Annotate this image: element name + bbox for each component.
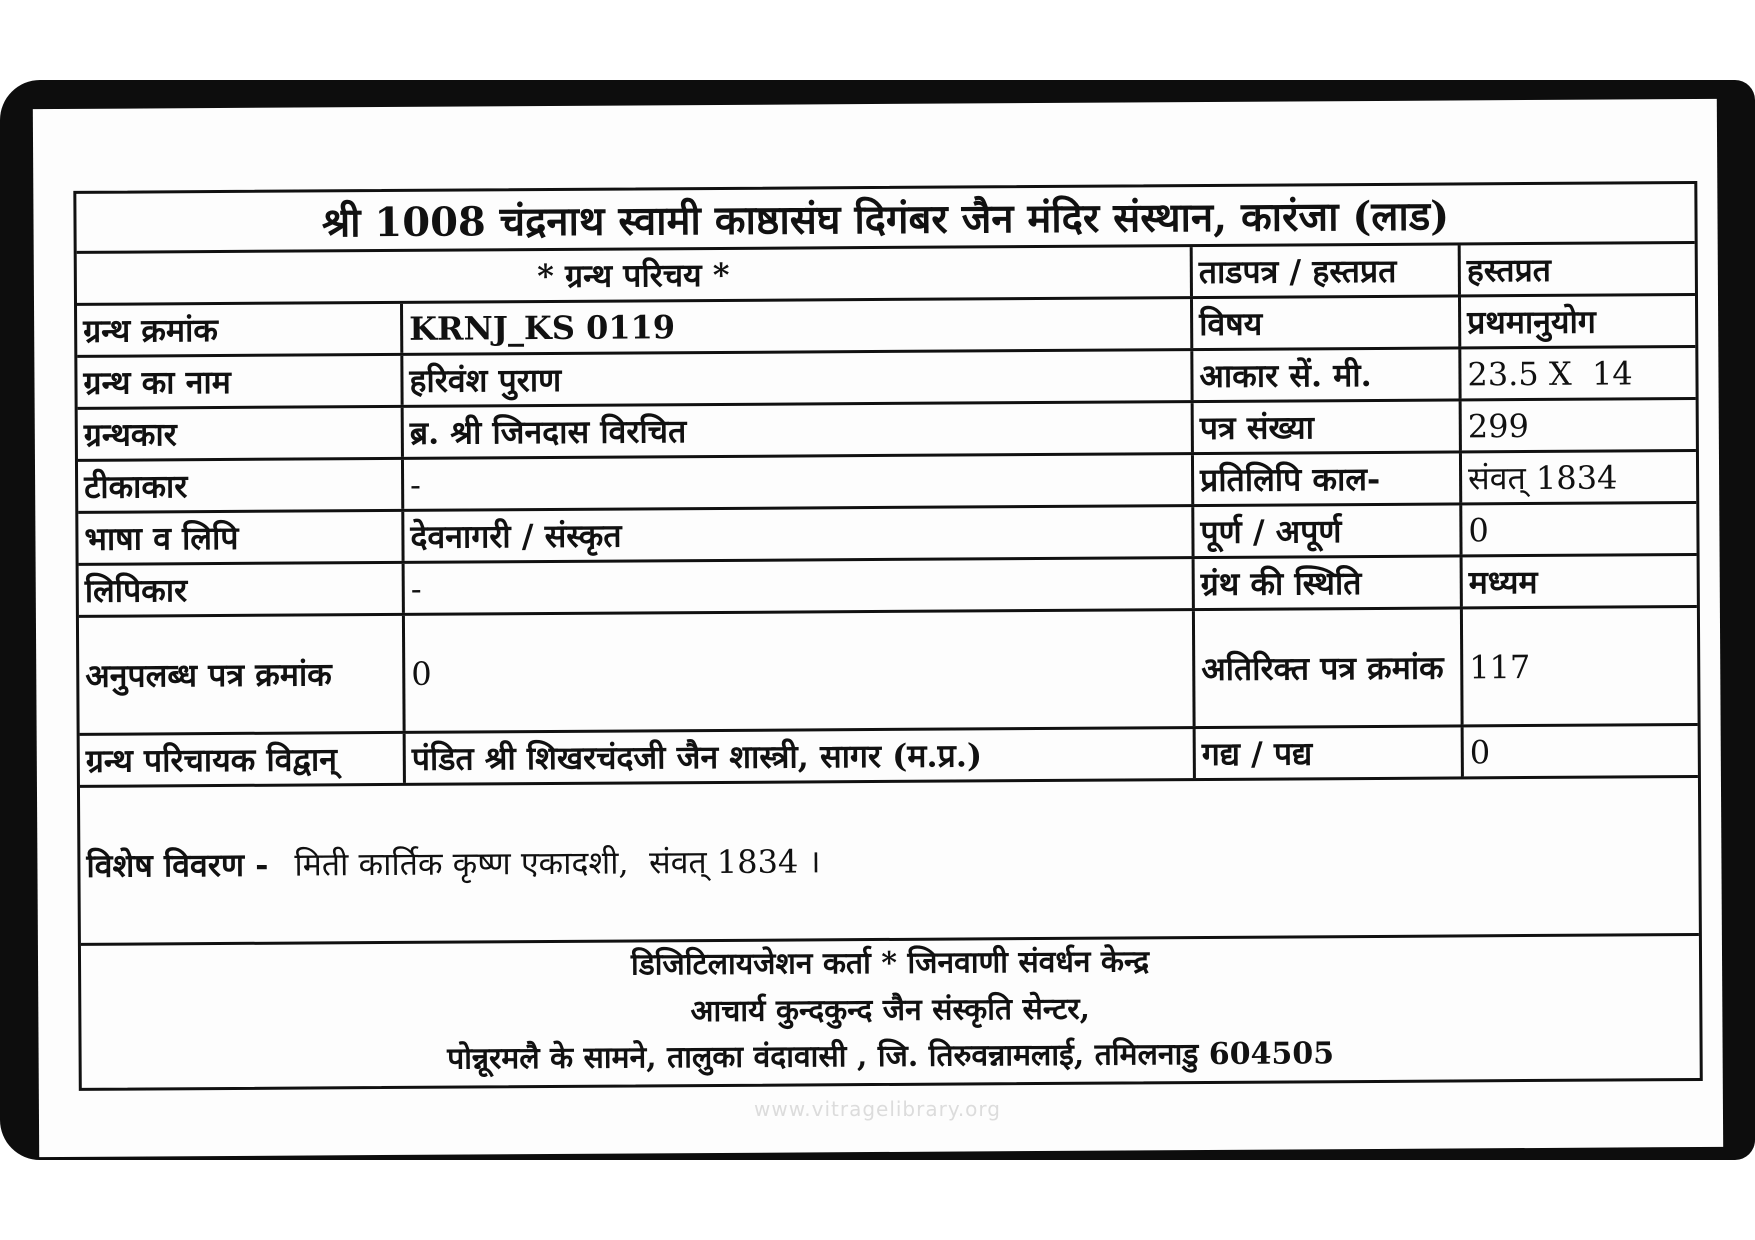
field-value: ब्र. श्री जिनदास विरचित <box>404 403 1194 457</box>
title-row <box>76 184 1694 254</box>
institution-title: श्री 1008 चंद्रनाथ स्वामी काष्ठासंघ दिगंबर जैन मंदिर संस्थान, कारंजा (लाड) <box>321 192 1450 247</box>
field-label: ग्रन्थकार <box>78 408 404 459</box>
manuscript-type-value: हस्तप्रत <box>1466 250 1552 290</box>
field-value: 23.5 X 14 <box>1467 353 1633 393</box>
field-value: पंडित श्री शिखरचंदजी जैन शास्त्री, सागर (म.प्र.) <box>406 729 1196 783</box>
field-label: पत्र संख्या <box>1194 401 1462 452</box>
field-value: संवत् 1834 <box>1467 458 1618 498</box>
field-label: गद्य / पद्य <box>1196 727 1464 778</box>
footer-line-3: पोन्नूरमलै के सामने, तालुका वंदावासी , जि. तिरुवन्नामलाई, तमिलनाडु 604505 <box>447 1036 1335 1077</box>
intro-label: * ग्रन्थ परिचय * <box>77 247 1193 303</box>
field-label: अनुपलब्ध पत्र क्रमांक <box>79 616 406 733</box>
catalog-table <box>73 181 1702 1091</box>
field-value: प्रथमानुयोग <box>1467 302 1596 342</box>
field-value: हरिवंश पुराण <box>403 351 1193 405</box>
field-value: - <box>405 559 1195 613</box>
footer-line-1: डिजिटिलायजेशन कर्ता * जिनवाणी संवर्धन केन्द्र <box>630 944 1150 983</box>
field-label: ग्रन्थ क्रमांक <box>77 304 403 355</box>
catalog-card <box>33 99 1723 1157</box>
footer-cell <box>81 936 1700 1086</box>
field-label: भाषा व लिपि <box>78 512 404 563</box>
field-value: 117 <box>1469 647 1531 686</box>
field-value: 0 <box>1468 510 1489 549</box>
remarks-text: मिती कार्तिक कृष्ण एकादशी, संवत् 1834 । <box>294 842 821 884</box>
field-label: ग्रन्थ परिचायक विद्वान् <box>80 734 406 785</box>
field-value: मध्यम <box>1468 562 1538 602</box>
remarks-label: विशेष विवरण - <box>86 845 269 885</box>
manuscript-type-label: ताडपत्र / हस्तप्रत <box>1193 245 1461 296</box>
field-label: विषय <box>1193 297 1461 348</box>
field-label: पूर्ण / अपूर्ण <box>1194 505 1462 556</box>
field-label: अतिरिक्त पत्र क्रमांक <box>1195 609 1464 726</box>
field-value: 0 <box>1469 732 1491 771</box>
field-value: - <box>404 455 1194 509</box>
field-value: 299 <box>1467 406 1529 445</box>
watermark: www.vitragelibrary.org <box>754 1097 1001 1121</box>
footer-line-2: आचार्य कुन्दकुन्द जैन संस्कृति सेन्टर, <box>690 991 1091 1029</box>
field-label: लिपिकार <box>79 564 405 615</box>
field-label: ग्रंथ की स्थिति <box>1195 557 1463 608</box>
field-label: आकार सें. मी. <box>1193 349 1461 400</box>
table-row <box>79 608 1698 736</box>
footer-row <box>81 936 1700 1086</box>
field-label: ग्रन्थ का नाम <box>77 356 403 407</box>
field-value: देवनागरी / संस्कृत <box>404 507 1194 561</box>
field-label: प्रतिलिपि काल- <box>1194 453 1462 504</box>
remarks-row <box>80 778 1699 946</box>
field-value: 0 <box>405 611 1196 731</box>
field-value: KRNJ_KS 0119 <box>403 299 1193 353</box>
field-label: टीकाकार <box>78 460 404 511</box>
remarks-cell <box>80 778 1699 943</box>
